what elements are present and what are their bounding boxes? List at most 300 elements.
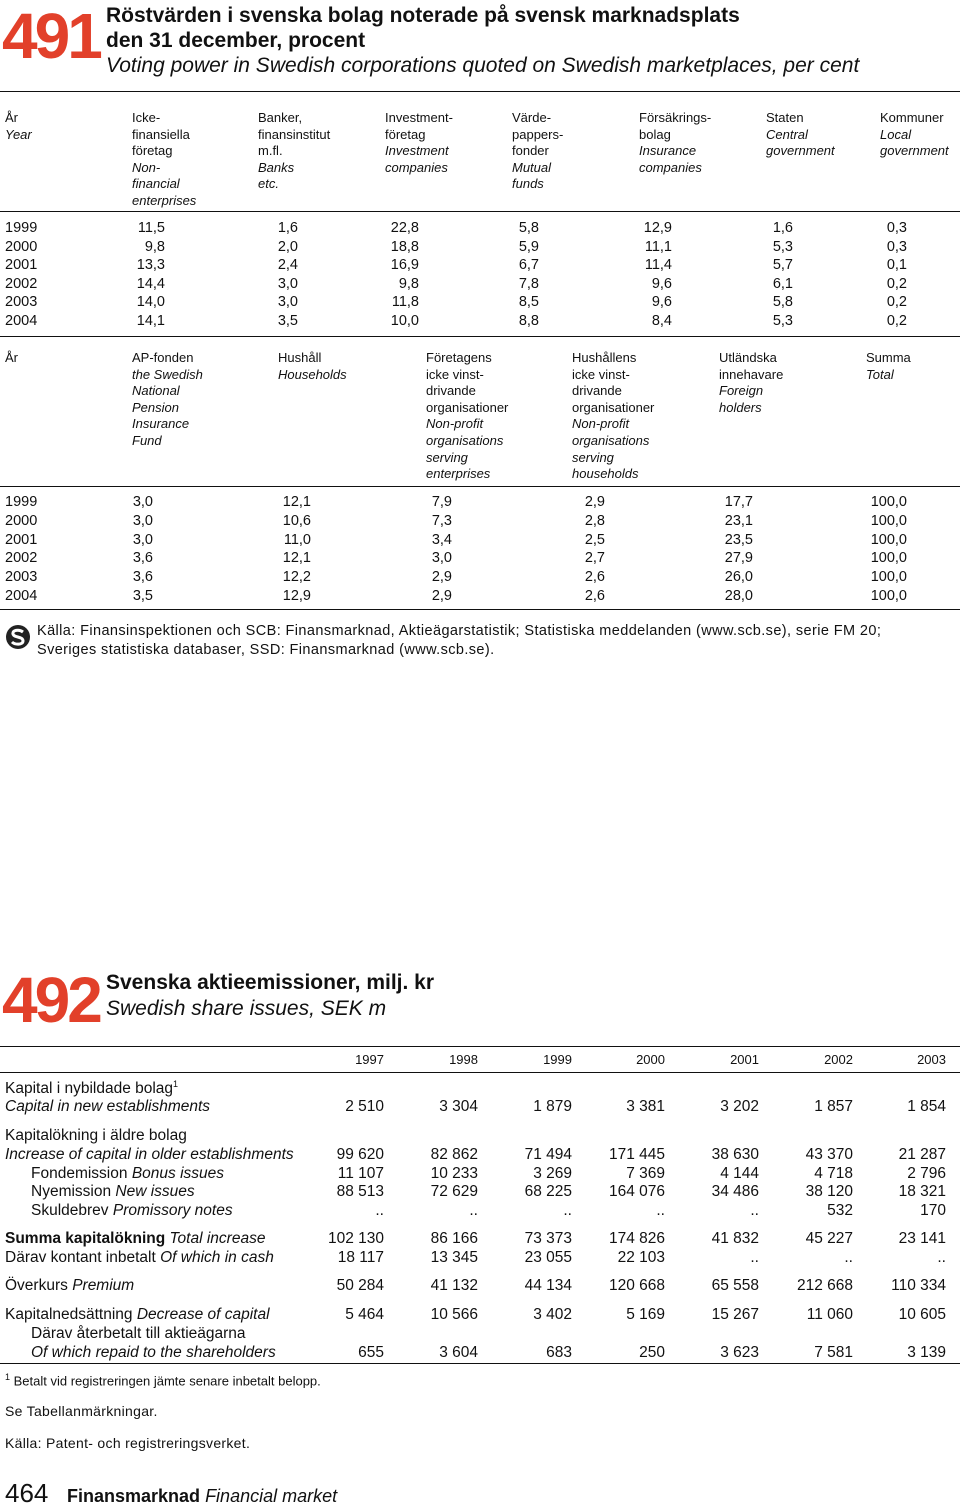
- value-cell: 3,6: [132, 550, 153, 567]
- column-header-sv: Utländska: [719, 350, 777, 365]
- row-label-sv: Fondemission: [31, 1165, 128, 1182]
- row-label-sv: Överkurs: [5, 1277, 68, 1294]
- header-rule: [0, 486, 960, 487]
- value-cell: 12,9: [643, 220, 672, 236]
- value-cell: 41 132: [430, 1277, 478, 1294]
- row-label-sv: Summa kapitalökning: [5, 1230, 166, 1247]
- column-header-sv: innehavare: [719, 366, 784, 382]
- value-cell: 3 269: [533, 1165, 572, 1182]
- column-header-sv: drivande: [572, 383, 622, 399]
- column-header: [719, 350, 783, 416]
- value-cell: 28,0: [724, 588, 753, 604]
- column-header-en: etc.: [258, 176, 279, 192]
- column-header: [512, 110, 563, 193]
- value-cell: 5,3: [772, 313, 793, 329]
- column-header-sv: m.fl.: [258, 143, 283, 159]
- value-cell: 11,0: [283, 531, 311, 548]
- value-cell: 6,1: [772, 275, 793, 292]
- column-header: [639, 110, 711, 176]
- value-cell: 5,7: [772, 257, 793, 274]
- row-label-en: Capital in new establishments: [5, 1098, 211, 1115]
- value-cell: 5 169: [626, 1306, 665, 1323]
- value-cell: 41 832: [711, 1230, 759, 1247]
- value-cell: 4 144: [720, 1165, 759, 1182]
- column-header-en: enterprises: [426, 466, 491, 482]
- value-cell: 18 321: [898, 1183, 946, 1200]
- value-cell: 100,0: [870, 569, 907, 586]
- table-row: [0, 1249, 960, 1268]
- value-cell: 5,9: [518, 238, 539, 255]
- value-cell: 12,1: [282, 550, 311, 567]
- table-row: [0, 1325, 960, 1344]
- row-label-en: Premium: [72, 1277, 135, 1294]
- column-header-sv: Investment-: [385, 110, 453, 125]
- value-cell: 100,0: [870, 588, 907, 604]
- value-cell: 3 381: [626, 1098, 665, 1115]
- column-header-en: Non-: [132, 159, 161, 175]
- value-cell: 110 334: [891, 1277, 946, 1294]
- value-cell: 2,5: [584, 531, 605, 548]
- value-cell: 12,1: [282, 494, 311, 510]
- value-cell: 9,8: [144, 238, 165, 255]
- value-cell: 0,3: [886, 220, 907, 236]
- year-header-sv: År: [5, 350, 18, 365]
- source-line: Källa: Finansinspektionen och SCB: Finansmarknad, Aktieägarstatistik; Statistiska meddelanden (www.scb.se), serie FM 20;: [37, 623, 882, 639]
- year-header: 2000: [636, 1052, 665, 1067]
- year-cell: 2003: [5, 294, 38, 311]
- value-cell: 23 055: [524, 1249, 572, 1266]
- value-cell: 7,3: [431, 512, 452, 529]
- value-cell: 5,3: [772, 238, 793, 255]
- value-cell: 3,0: [277, 294, 298, 311]
- value-cell: 2,7: [584, 550, 605, 567]
- table-row: [0, 532, 960, 551]
- year-cell: 2000: [5, 238, 38, 255]
- table-row: [0, 1306, 960, 1325]
- year-cell: 2001: [5, 257, 38, 274]
- value-cell: 23 141: [898, 1230, 946, 1247]
- column-header-sv: pappers-: [512, 126, 564, 142]
- table-note: Se Tabellanmärkningar.: [5, 1403, 158, 1419]
- column-header-sv: organisationer: [572, 399, 655, 415]
- value-cell: 45 227: [805, 1230, 853, 1247]
- value-cell: 17,7: [724, 494, 753, 510]
- column-header-sv: Hushåll: [278, 350, 322, 365]
- table-row: [0, 1165, 960, 1184]
- column-header: [880, 110, 949, 160]
- value-cell: ..: [375, 1202, 384, 1219]
- value-cell: ..: [937, 1249, 946, 1266]
- row-label: [5, 1127, 187, 1145]
- column-header: [572, 350, 654, 483]
- value-cell: 3,0: [132, 531, 153, 548]
- value-cell: 120 668: [608, 1277, 665, 1294]
- value-cell: 34 486: [711, 1183, 759, 1200]
- title-line: den 31 december, procent: [106, 29, 366, 52]
- value-cell: ..: [750, 1249, 759, 1266]
- year-cell: 2004: [5, 313, 38, 329]
- table-row: [0, 276, 960, 295]
- column-header-sv: Företagens: [426, 350, 492, 365]
- column-header-sv: icke vinst-: [572, 366, 630, 382]
- row-label-en: Of which in cash: [160, 1249, 274, 1266]
- value-cell: ..: [844, 1249, 853, 1266]
- row-label-sv: Därav återbetalt till aktieägarna: [31, 1325, 246, 1342]
- value-cell: 13 345: [430, 1249, 478, 1266]
- value-cell: 68 225: [524, 1183, 572, 1200]
- column-header-sv: företag: [385, 126, 426, 142]
- year-header: 1998: [449, 1052, 478, 1067]
- column-header-en: Local: [880, 126, 912, 142]
- row-label: [31, 1165, 224, 1183]
- column-header: [132, 110, 196, 210]
- value-cell: 3,0: [132, 494, 153, 510]
- value-cell: 5,8: [772, 294, 793, 311]
- row-label-sv: Kapitalnedsättning: [5, 1306, 133, 1323]
- value-cell: 1 879: [533, 1098, 572, 1115]
- value-cell: 0,2: [886, 313, 907, 329]
- row-label: [5, 1146, 294, 1164]
- value-cell: ..: [563, 1202, 572, 1219]
- table-row: [0, 569, 960, 588]
- value-cell: 2,6: [584, 569, 605, 586]
- column-header-en: companies: [639, 159, 702, 175]
- value-cell: 7 369: [626, 1165, 665, 1182]
- value-cell: 3,6: [132, 569, 153, 586]
- column-header-sv: Staten: [766, 110, 804, 125]
- value-cell: 0,1: [886, 257, 907, 274]
- value-cell: 174 826: [608, 1230, 665, 1247]
- value-cell: 14,4: [136, 275, 165, 292]
- value-cell: 15 267: [711, 1306, 759, 1323]
- page-number: 464: [5, 1478, 49, 1508]
- value-cell: 8,4: [651, 313, 672, 329]
- value-cell: 0,2: [886, 294, 907, 311]
- value-cell: 73 373: [524, 1230, 572, 1247]
- column-header-en: Non-profit: [572, 416, 630, 432]
- column-header-sv: bolag: [639, 126, 671, 142]
- value-cell: 23,5: [724, 531, 753, 548]
- row-label: [31, 1183, 195, 1201]
- value-cell: 10,0: [390, 313, 419, 329]
- row-label-en: Total increase: [169, 1230, 266, 1247]
- value-cell: 7 581: [814, 1344, 853, 1361]
- year-header-sv: År: [5, 110, 18, 125]
- value-cell: 3 202: [720, 1098, 759, 1115]
- value-cell: 12,9: [282, 588, 311, 604]
- value-cell: ..: [469, 1202, 478, 1219]
- column-header: [385, 110, 453, 176]
- value-cell: 5,8: [518, 220, 539, 236]
- value-cell: 100,0: [870, 550, 907, 567]
- value-cell: 170: [920, 1202, 946, 1219]
- value-cell: 3 304: [439, 1098, 478, 1115]
- value-cell: 12,2: [282, 569, 311, 586]
- value-cell: 1 854: [907, 1098, 946, 1115]
- value-cell: 10 233: [430, 1165, 478, 1182]
- value-cell: 82 862: [430, 1146, 478, 1163]
- row-label: [5, 1079, 178, 1098]
- value-cell: 11,1: [644, 238, 672, 255]
- column-header-sv: Banker,: [258, 110, 303, 125]
- year-header: 2001: [730, 1052, 759, 1067]
- value-cell: 18 117: [337, 1249, 384, 1266]
- year-header: 1997: [355, 1052, 384, 1067]
- column-header-sv: icke vinst-: [426, 366, 484, 382]
- value-cell: 4 718: [814, 1165, 853, 1182]
- table-row: [0, 513, 960, 532]
- column-header-sv: Hushållens: [572, 350, 637, 365]
- row-label: [5, 1230, 265, 1248]
- value-cell: 7,8: [518, 275, 539, 292]
- row-label-sv: Skuldebrev: [31, 1202, 109, 1219]
- year-header-en: Year: [5, 126, 32, 142]
- table-number: 491: [2, 0, 100, 72]
- row-label: [31, 1202, 233, 1220]
- column-header: [426, 350, 508, 483]
- value-cell: 5 464: [345, 1306, 384, 1323]
- table-row: [0, 1146, 960, 1165]
- value-cell: 9,6: [651, 294, 672, 311]
- row-label-sv: Nyemission: [31, 1183, 112, 1200]
- table-row: [0, 550, 960, 569]
- value-cell: 6,7: [518, 257, 539, 274]
- year-cell: 2004: [5, 588, 38, 604]
- value-cell: 11,8: [391, 294, 419, 311]
- column-header: [278, 350, 347, 383]
- column-header-en: Non-profit: [426, 416, 484, 432]
- column-header-en: Foreign: [719, 383, 764, 399]
- title-line: Röstvärden i svenska bolag noterade på svensk marknadsplats: [106, 4, 740, 27]
- column-header-en: organisations: [426, 432, 504, 448]
- column-header-sv: Kommuner: [880, 110, 944, 125]
- column-header-sv: Icke-: [132, 110, 161, 125]
- footer-section-sv: Finansmarknad: [67, 1486, 201, 1506]
- row-label: [31, 1344, 276, 1362]
- year-cell: 2003: [5, 569, 38, 586]
- table-row: [0, 588, 960, 607]
- value-cell: 3,4: [431, 531, 452, 548]
- value-cell: 683: [546, 1344, 572, 1361]
- column-header-sv: drivande: [426, 383, 476, 399]
- year-cell: 2000: [5, 512, 38, 529]
- table-row: [0, 1079, 960, 1098]
- column-header-en: Households: [278, 366, 347, 382]
- header-rule: [0, 91, 960, 92]
- row-label-en: New issues: [115, 1183, 195, 1200]
- value-cell: 50 284: [336, 1277, 384, 1294]
- column-header-sv: finansiella: [132, 126, 190, 142]
- column-header-en: Insurance: [132, 416, 190, 432]
- value-cell: 10 605: [898, 1306, 946, 1323]
- value-cell: 11 107: [337, 1165, 384, 1182]
- year-cell: 2001: [5, 531, 38, 548]
- source-text: [37, 622, 881, 660]
- row-label: [5, 1249, 274, 1267]
- value-cell: 102 130: [327, 1230, 384, 1247]
- value-cell: 3 139: [907, 1344, 946, 1361]
- value-cell: 23,1: [724, 512, 753, 529]
- value-cell: 38 120: [805, 1183, 853, 1200]
- value-cell: 100,0: [870, 512, 907, 529]
- value-cell: 3 604: [439, 1344, 478, 1361]
- value-cell: 2,4: [277, 257, 298, 274]
- value-cell: 3 402: [533, 1306, 572, 1323]
- year-header: [5, 110, 32, 143]
- table-title-en: Swedish share issues, SEK m: [106, 997, 387, 1020]
- value-cell: 0,3: [886, 238, 907, 255]
- value-cell: 86 166: [430, 1230, 478, 1247]
- footer-section: [67, 1486, 337, 1507]
- row-label: [5, 1098, 210, 1116]
- row-label-sv: Kapitalökning i äldre bolag: [5, 1127, 187, 1144]
- value-cell: 9,6: [651, 275, 672, 292]
- column-header-en: government: [880, 143, 949, 159]
- source-line: Sveriges statistiska databaser, SSD: Finansmarknad (www.scb.se).: [37, 642, 495, 658]
- value-cell: 2,9: [431, 569, 452, 586]
- table-row: [0, 294, 960, 313]
- row-label: [5, 1306, 270, 1324]
- value-cell: 22 103: [617, 1249, 665, 1266]
- value-cell: 88 513: [336, 1183, 384, 1200]
- value-cell: 10,6: [282, 512, 311, 529]
- table-title-en: Voting power in Swedish corporations quoted on Swedish marketplaces, per cent: [106, 54, 860, 77]
- value-cell: 3,5: [132, 588, 153, 604]
- column-header-en: Mutual: [512, 159, 552, 175]
- value-cell: 2,0: [277, 238, 298, 255]
- column-header-en: government: [766, 143, 835, 159]
- column-header-sv: Summa: [866, 350, 911, 365]
- value-cell: 16,9: [390, 257, 419, 274]
- column-header: [258, 110, 330, 193]
- value-cell: 532: [827, 1202, 853, 1219]
- row-label: [31, 1325, 246, 1343]
- row-label-en: Decrease of capital: [136, 1306, 270, 1323]
- row-label-en: Increase of capital in older establishments: [5, 1146, 294, 1163]
- header-rule: [0, 1046, 960, 1047]
- value-cell: 9,8: [398, 275, 419, 292]
- column-header-en: Banks: [258, 159, 295, 175]
- column-header-sv: organisationer: [426, 399, 509, 415]
- value-cell: 2,8: [584, 512, 605, 529]
- value-cell: 212 668: [796, 1277, 853, 1294]
- column-header-sv: fonder: [512, 143, 549, 159]
- table-row: [0, 1202, 960, 1221]
- column-header-en: serving: [572, 449, 614, 465]
- table-rule: [0, 609, 960, 610]
- header-rule: [0, 211, 960, 212]
- source-text: Källa: Patent- och registreringsverket.: [5, 1435, 251, 1451]
- footnote-mark: 1: [5, 1372, 11, 1382]
- scb-logo-icon: [5, 624, 31, 655]
- row-label-sv: Kapital i nybildade bolag: [5, 1080, 174, 1098]
- column-header-en: serving: [426, 449, 468, 465]
- value-cell: 100,0: [870, 494, 907, 510]
- value-cell: 2 510: [345, 1098, 384, 1115]
- column-header-en: Central: [766, 126, 808, 142]
- row-label: [5, 1277, 134, 1295]
- footer-section-en: Financial market: [205, 1486, 338, 1506]
- value-cell: 164 076: [608, 1183, 665, 1200]
- value-cell: 27,9: [724, 550, 753, 567]
- row-label-en: Bonus issues: [131, 1165, 225, 1182]
- column-header-sv: Värde-: [512, 110, 552, 125]
- value-cell: 38 630: [711, 1146, 759, 1163]
- row-label-sv: Därav kontant inbetalt: [5, 1249, 156, 1266]
- value-cell: 65 558: [711, 1277, 759, 1294]
- value-cell: 2,6: [584, 588, 605, 604]
- value-cell: 250: [639, 1344, 665, 1361]
- column-header-sv: företag: [132, 143, 173, 159]
- row-label-en: Promissory notes: [112, 1202, 233, 1219]
- year-cell: 2002: [5, 550, 38, 567]
- column-header-en: National: [132, 383, 180, 399]
- value-cell: 43 370: [805, 1146, 853, 1163]
- column-header-en: Total: [866, 366, 894, 382]
- value-cell: 3,0: [132, 512, 153, 529]
- value-cell: 3 623: [720, 1344, 759, 1361]
- column-header-en: financial: [132, 176, 180, 192]
- value-cell: ..: [656, 1202, 665, 1219]
- year-cell: 1999: [5, 494, 38, 510]
- value-cell: 71 494: [524, 1146, 572, 1163]
- table-row: [0, 239, 960, 258]
- column-header: [766, 110, 835, 160]
- table-title-sv: Svenska aktieemissioner, milj. kr: [106, 971, 435, 994]
- column-header: [866, 350, 911, 383]
- year-cell: 1999: [5, 220, 38, 236]
- column-header-en: Fund: [132, 432, 162, 448]
- value-cell: 1 857: [814, 1098, 853, 1115]
- column-header-en: households: [572, 466, 639, 482]
- table-row: [0, 1230, 960, 1249]
- value-cell: 22,8: [390, 220, 419, 236]
- value-cell: 7,9: [431, 494, 452, 510]
- column-header-en: the Swedish: [132, 366, 203, 382]
- column-header-en: Pension: [132, 399, 179, 415]
- value-cell: 21 287: [898, 1146, 946, 1163]
- value-cell: 8,8: [518, 313, 539, 329]
- value-cell: 100,0: [870, 531, 907, 548]
- table-title-sv: [106, 3, 740, 53]
- column-header-en: holders: [719, 399, 762, 415]
- value-cell: 0,2: [886, 275, 907, 292]
- row-label-en: Of which repaid to the shareholders: [31, 1344, 276, 1361]
- column-header-en: Investment: [385, 143, 449, 159]
- value-cell: 14,0: [136, 294, 165, 311]
- column-header-sv: Försäkrings-: [639, 110, 712, 125]
- table-row: [0, 313, 960, 332]
- value-cell: ..: [750, 1202, 759, 1219]
- value-cell: 3,0: [277, 275, 298, 292]
- year-header: [5, 350, 18, 367]
- value-cell: 18,8: [390, 238, 419, 255]
- value-cell: 44 134: [524, 1277, 572, 1294]
- footnote-text: Betalt vid registreringen jämte senare inbetalt belopp.: [13, 1373, 321, 1389]
- value-cell: 13,3: [136, 257, 165, 274]
- table-row: [0, 494, 960, 513]
- footnote: [5, 1372, 321, 1388]
- value-cell: 14,1: [136, 313, 165, 329]
- value-cell: 2,9: [584, 494, 605, 510]
- value-cell: 11,5: [137, 220, 165, 236]
- value-cell: 3,0: [431, 550, 452, 567]
- table-rule: [0, 1363, 960, 1364]
- value-cell: 11,4: [644, 257, 672, 274]
- column-header-en: organisations: [572, 432, 650, 448]
- value-cell: 72 629: [430, 1183, 478, 1200]
- column-header-sv: finansinstitut: [258, 126, 331, 142]
